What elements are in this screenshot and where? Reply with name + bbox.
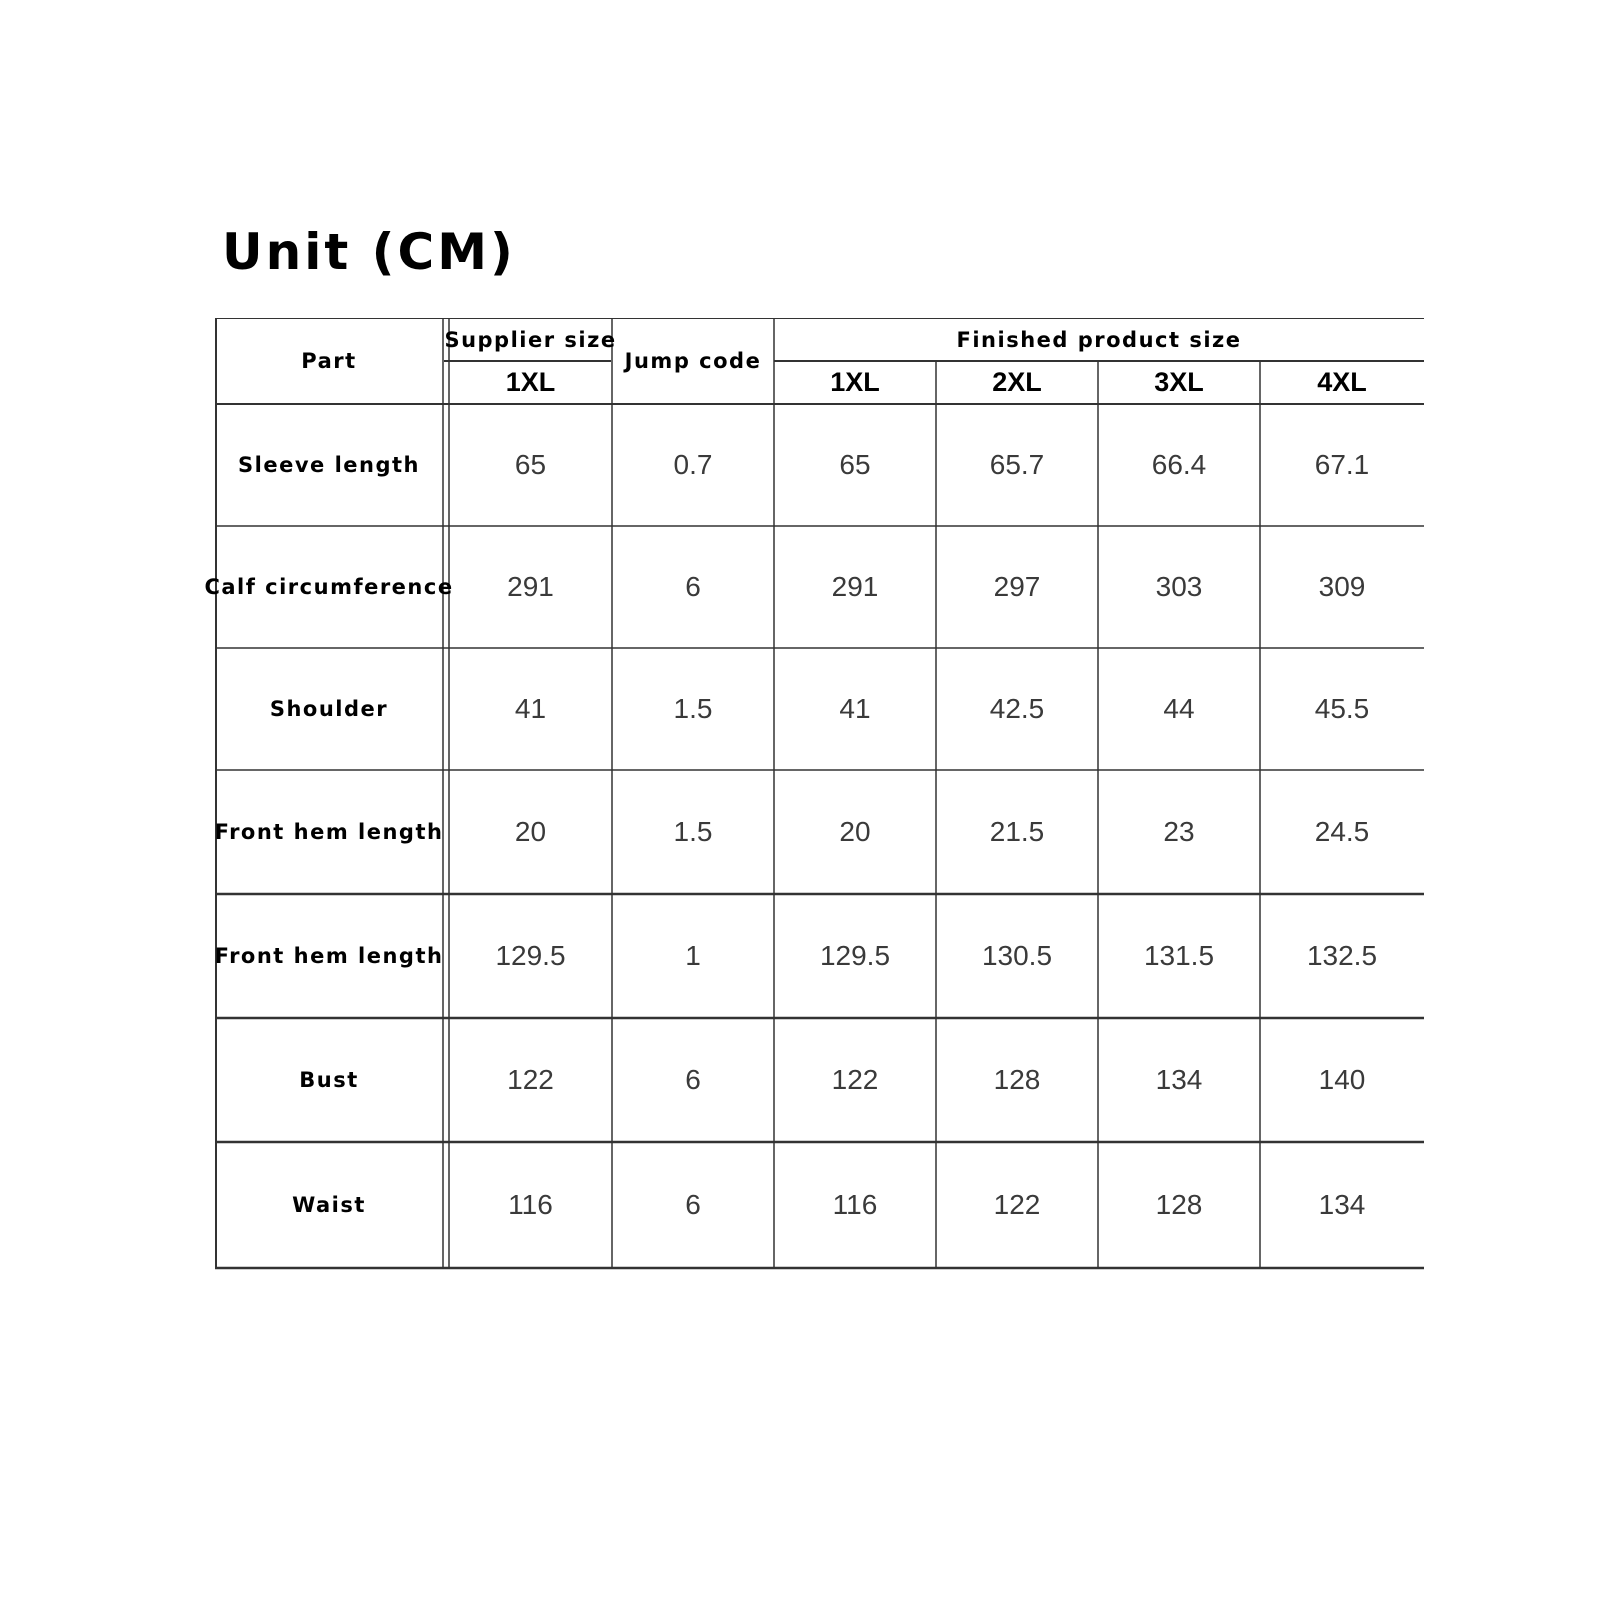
row-finished-value: 20 — [839, 816, 871, 847]
row-supplier-value: 65 — [514, 449, 547, 480]
size-chart-table — [204, 318, 1424, 1270]
page-title: Unit (CM) — [222, 223, 516, 281]
row-finished-value: 122 — [831, 1064, 879, 1095]
row-part-label: Calf circumference — [204, 575, 454, 599]
row-part-label: Bust — [299, 1068, 359, 1092]
row-part-label: Front hem length — [214, 820, 444, 844]
row-finished-value: 134 — [1155, 1064, 1203, 1095]
row-jump-value: 1 — [685, 940, 701, 971]
row-supplier-value: 122 — [507, 1064, 554, 1095]
row-supplier-value: 41 — [514, 693, 547, 724]
header-part: Part — [301, 349, 357, 373]
row-finished-value: 67.1 — [1314, 449, 1370, 480]
header-finished-size: 1XL — [830, 367, 880, 397]
row-finished-value: 131.5 — [1143, 940, 1215, 971]
row-supplier-value: 129.5 — [495, 940, 566, 971]
row-finished-value: 297 — [993, 571, 1041, 602]
row-finished-value: 134 — [1318, 1189, 1366, 1220]
row-finished-value: 132.5 — [1306, 940, 1378, 971]
header-supplier-size-label: 1XL — [505, 367, 556, 397]
row-finished-value: 65.7 — [989, 449, 1045, 480]
row-jump-value: 6 — [685, 1189, 701, 1220]
header-jump-code: Jump code — [624, 349, 762, 373]
row-jump-value: 0.7 — [673, 449, 713, 480]
row-finished-value: 66.4 — [1151, 449, 1207, 480]
row-part-label: Sleeve length — [238, 453, 420, 477]
header-finished-size: 4XL — [1317, 367, 1367, 397]
row-jump-value: 1.5 — [673, 693, 713, 724]
row-part-label: Shoulder — [269, 697, 389, 721]
row-finished-value: 291 — [831, 571, 879, 602]
row-supplier-value: 291 — [507, 571, 554, 602]
row-supplier-value: 116 — [508, 1189, 553, 1220]
row-finished-value: 128 — [1155, 1189, 1203, 1220]
row-finished-value: 24.5 — [1314, 816, 1370, 847]
row-part-label: Front hem length — [214, 944, 444, 968]
row-finished-value: 45.5 — [1314, 693, 1370, 724]
row-finished-value: 65 — [839, 449, 871, 480]
row-jump-value: 6 — [685, 1064, 701, 1095]
row-finished-value: 116 — [832, 1189, 878, 1220]
row-finished-value: 42.5 — [989, 693, 1045, 724]
header-supplier-size: Supplier size — [444, 327, 617, 352]
row-finished-value: 309 — [1318, 571, 1366, 602]
row-supplier-value: 20 — [514, 816, 547, 847]
header-finished-size: 2XL — [992, 367, 1042, 397]
row-finished-value: 44 — [1163, 693, 1195, 724]
row-finished-value: 130.5 — [981, 940, 1053, 971]
row-finished-value: 41 — [839, 693, 871, 724]
row-finished-value: 140 — [1318, 1064, 1366, 1095]
row-finished-value: 23 — [1163, 816, 1195, 847]
row-finished-value: 303 — [1155, 571, 1203, 602]
row-finished-value: 21.5 — [989, 816, 1045, 847]
row-finished-value: 128 — [993, 1064, 1041, 1095]
row-part-label: Waist — [292, 1193, 366, 1217]
row-jump-value: 6 — [685, 571, 701, 602]
row-finished-value: 129.5 — [819, 940, 891, 971]
row-jump-value: 1.5 — [673, 816, 713, 847]
header-finished-product-size: Finished product size — [956, 327, 1242, 352]
row-finished-value: 122 — [993, 1189, 1041, 1220]
header-finished-size: 3XL — [1154, 367, 1204, 397]
